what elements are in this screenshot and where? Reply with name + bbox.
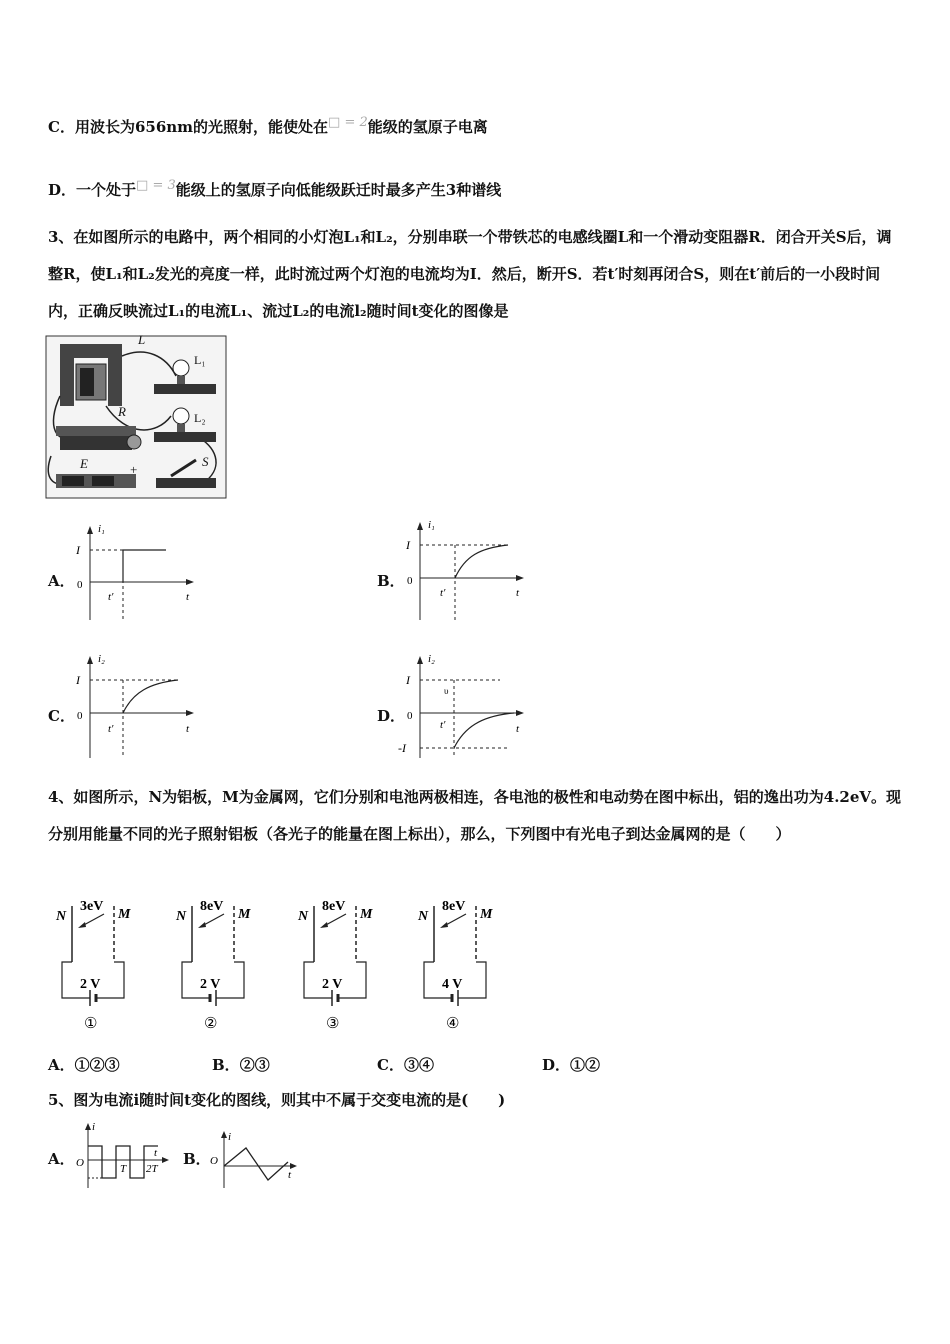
q4-option-b: [212, 1054, 270, 1075]
circuit-label-L2: L₂: [194, 411, 206, 425]
graph-b-I: I: [406, 538, 410, 552]
option-c-label: C．: [48, 118, 75, 136]
graph-c-zero: 0: [77, 710, 83, 722]
circuit-label-plus: +: [130, 462, 138, 477]
graph-c-ylabel: i₂: [98, 653, 105, 665]
graph-d-zero: 0: [407, 710, 413, 722]
option-d: [48, 179, 501, 200]
option-d-math: □ = 3: [136, 178, 176, 193]
rheostat: [56, 426, 141, 450]
q5-a-T: T: [120, 1163, 127, 1175]
photo-fig-4: [418, 896, 498, 1034]
question-4-text: 4、如图所示，N为铝板，M为金属网，它们分别和电池两极相连，各电池的极性和电动势在图中标出，铝的逸出功为4.2eV。现分别用能量不同的光子照射铝板（各光子的能量在图上标出），那么，下列图中有光电子到达金属网的是（ ）: [48, 788, 902, 843]
graph-d-tprime: t′: [440, 719, 446, 731]
battery: [56, 474, 136, 488]
graph-d-t: t: [516, 723, 520, 735]
fig-2-number: ②: [204, 1016, 218, 1032]
q5-a-ylabel: i: [92, 1121, 96, 1133]
q4-option-c-text: ③④: [403, 1056, 434, 1074]
photo-fig-3: [298, 896, 378, 1034]
fig-3-voltage: 2 V: [322, 977, 343, 992]
graph-c-tprime: t′: [108, 723, 114, 735]
photo-fig-2: [176, 896, 256, 1034]
option-d-text-pre: 一个处于: [76, 181, 137, 199]
fig-4-number: ④: [446, 1016, 460, 1032]
graph-c-t: t: [186, 723, 190, 735]
option-c-text-pre: 用波长为656nm的光照射，能使处在: [74, 118, 329, 136]
option-d-label: D．: [48, 181, 77, 199]
fig-2-m: M: [238, 907, 251, 922]
graph-b-label: B．: [377, 572, 405, 590]
fig-4-voltage: 4 V: [442, 977, 463, 992]
graph-a-t: t: [186, 591, 190, 603]
fig-1-n: N: [56, 909, 67, 924]
option-c-text-post: 能级的氢原子电离: [367, 118, 488, 136]
fig-1-voltage: 2 V: [80, 977, 101, 992]
fig-3-number: ③: [326, 1016, 340, 1032]
graph-c-label: C．: [48, 707, 75, 725]
graph-b-t: t: [516, 587, 520, 599]
q5-b-origin: O: [210, 1155, 218, 1167]
graph-a-ylabel: i₁: [98, 523, 105, 535]
q4-option-c-label: C．: [377, 1056, 404, 1074]
fig-4-n: N: [418, 909, 429, 924]
circuit-label-E: E: [80, 456, 88, 471]
q5-b-ylabel: i: [228, 1131, 232, 1143]
graph-d-small: υ: [444, 686, 449, 696]
circuit-label-L: L: [138, 332, 146, 347]
graph-a-label: A．: [48, 572, 75, 590]
graph-a-tprime: t′: [108, 591, 114, 603]
fig-1-m: M: [118, 907, 131, 922]
fig-3-energy: 8eV: [322, 899, 346, 914]
q4-option-c: [377, 1054, 434, 1075]
graph-d-negI: -I: [398, 741, 406, 755]
q5-graph-b: [206, 1128, 300, 1190]
fig-4-m: M: [480, 907, 493, 922]
fig-2-n: N: [176, 909, 187, 924]
fig-1-energy: 3eV: [80, 899, 104, 914]
option-d-text-post: 能级上的氢原子向低能级跃迁时最多产生3种谱线: [175, 181, 502, 199]
fig-3-m: M: [360, 907, 373, 922]
q4-option-b-text: ②③: [239, 1056, 270, 1074]
circuit-label-R: R: [118, 404, 126, 419]
graph-d-I: I: [406, 673, 410, 687]
inductor-coil: [60, 344, 122, 406]
graph-d: [396, 650, 530, 762]
graph-a-I: I: [76, 543, 80, 557]
q5-b-t: t: [288, 1169, 292, 1181]
q4-option-d: [542, 1054, 600, 1075]
graph-a: [70, 520, 200, 625]
q5-a-2T: 2T: [146, 1163, 158, 1175]
q5-graph-a: [74, 1120, 170, 1190]
question-3-text: 3、在如图所示的电路中，两个相同的小灯泡L₁和L₂，分别串联一个带铁芯的电感线圈L和一个滑动变阻器R．闭合开关S后，调整R，使L₁和L₂发光的亮度一样，此时流过两个灯泡的电流均为I．然后，断开S．若t′时刻再闭合S，则在t′前后的一小段时间内，正确反映流过L₁的电流L₁、流过L₂的电流l₂随时间t变化的图像是: [48, 228, 892, 320]
circuit-figure: [46, 332, 226, 498]
q5-a-t: t: [154, 1147, 158, 1159]
q4-option-a-label: A．: [48, 1056, 75, 1074]
q4-option-a: [48, 1054, 120, 1075]
graph-b-tprime: t′: [440, 587, 446, 599]
q4-option-b-label: B．: [212, 1056, 240, 1074]
q4-option-d-text: ①②: [570, 1056, 601, 1074]
graph-b: [400, 516, 530, 621]
question-5-text: 5、图为电流i随时间t变化的图线，则其中不属于交变电流的是( ): [48, 1091, 506, 1109]
graph-c-I: I: [76, 673, 80, 687]
q5-option-a-label: A．: [48, 1150, 75, 1168]
option-c: [48, 116, 488, 137]
fig-2-voltage: 2 V: [200, 977, 221, 992]
circuit-label-L1: L₁: [194, 353, 206, 367]
fig-1-number: ①: [84, 1016, 98, 1032]
graph-c: [70, 650, 200, 760]
q5-a-origin: O: [76, 1157, 84, 1169]
fig-2-energy: 8eV: [200, 899, 224, 914]
graph-a-zero: 0: [77, 579, 83, 591]
fig-4-energy: 8eV: [442, 899, 466, 914]
fig-3-n: N: [298, 909, 309, 924]
graph-b-zero: 0: [407, 575, 413, 587]
graph-d-ylabel: i₂: [428, 653, 435, 665]
graph-b-ylabel: i₁: [428, 519, 435, 531]
q5-option-b-label: B．: [183, 1150, 211, 1168]
q4-option-d-label: D．: [542, 1056, 571, 1074]
circuit-label-S: S: [202, 454, 209, 469]
graph-d-label: D．: [377, 707, 406, 725]
q4-option-a-text: ①②③: [74, 1056, 120, 1074]
option-c-math: □ = 2: [328, 115, 368, 130]
photo-fig-1: [56, 896, 136, 1034]
